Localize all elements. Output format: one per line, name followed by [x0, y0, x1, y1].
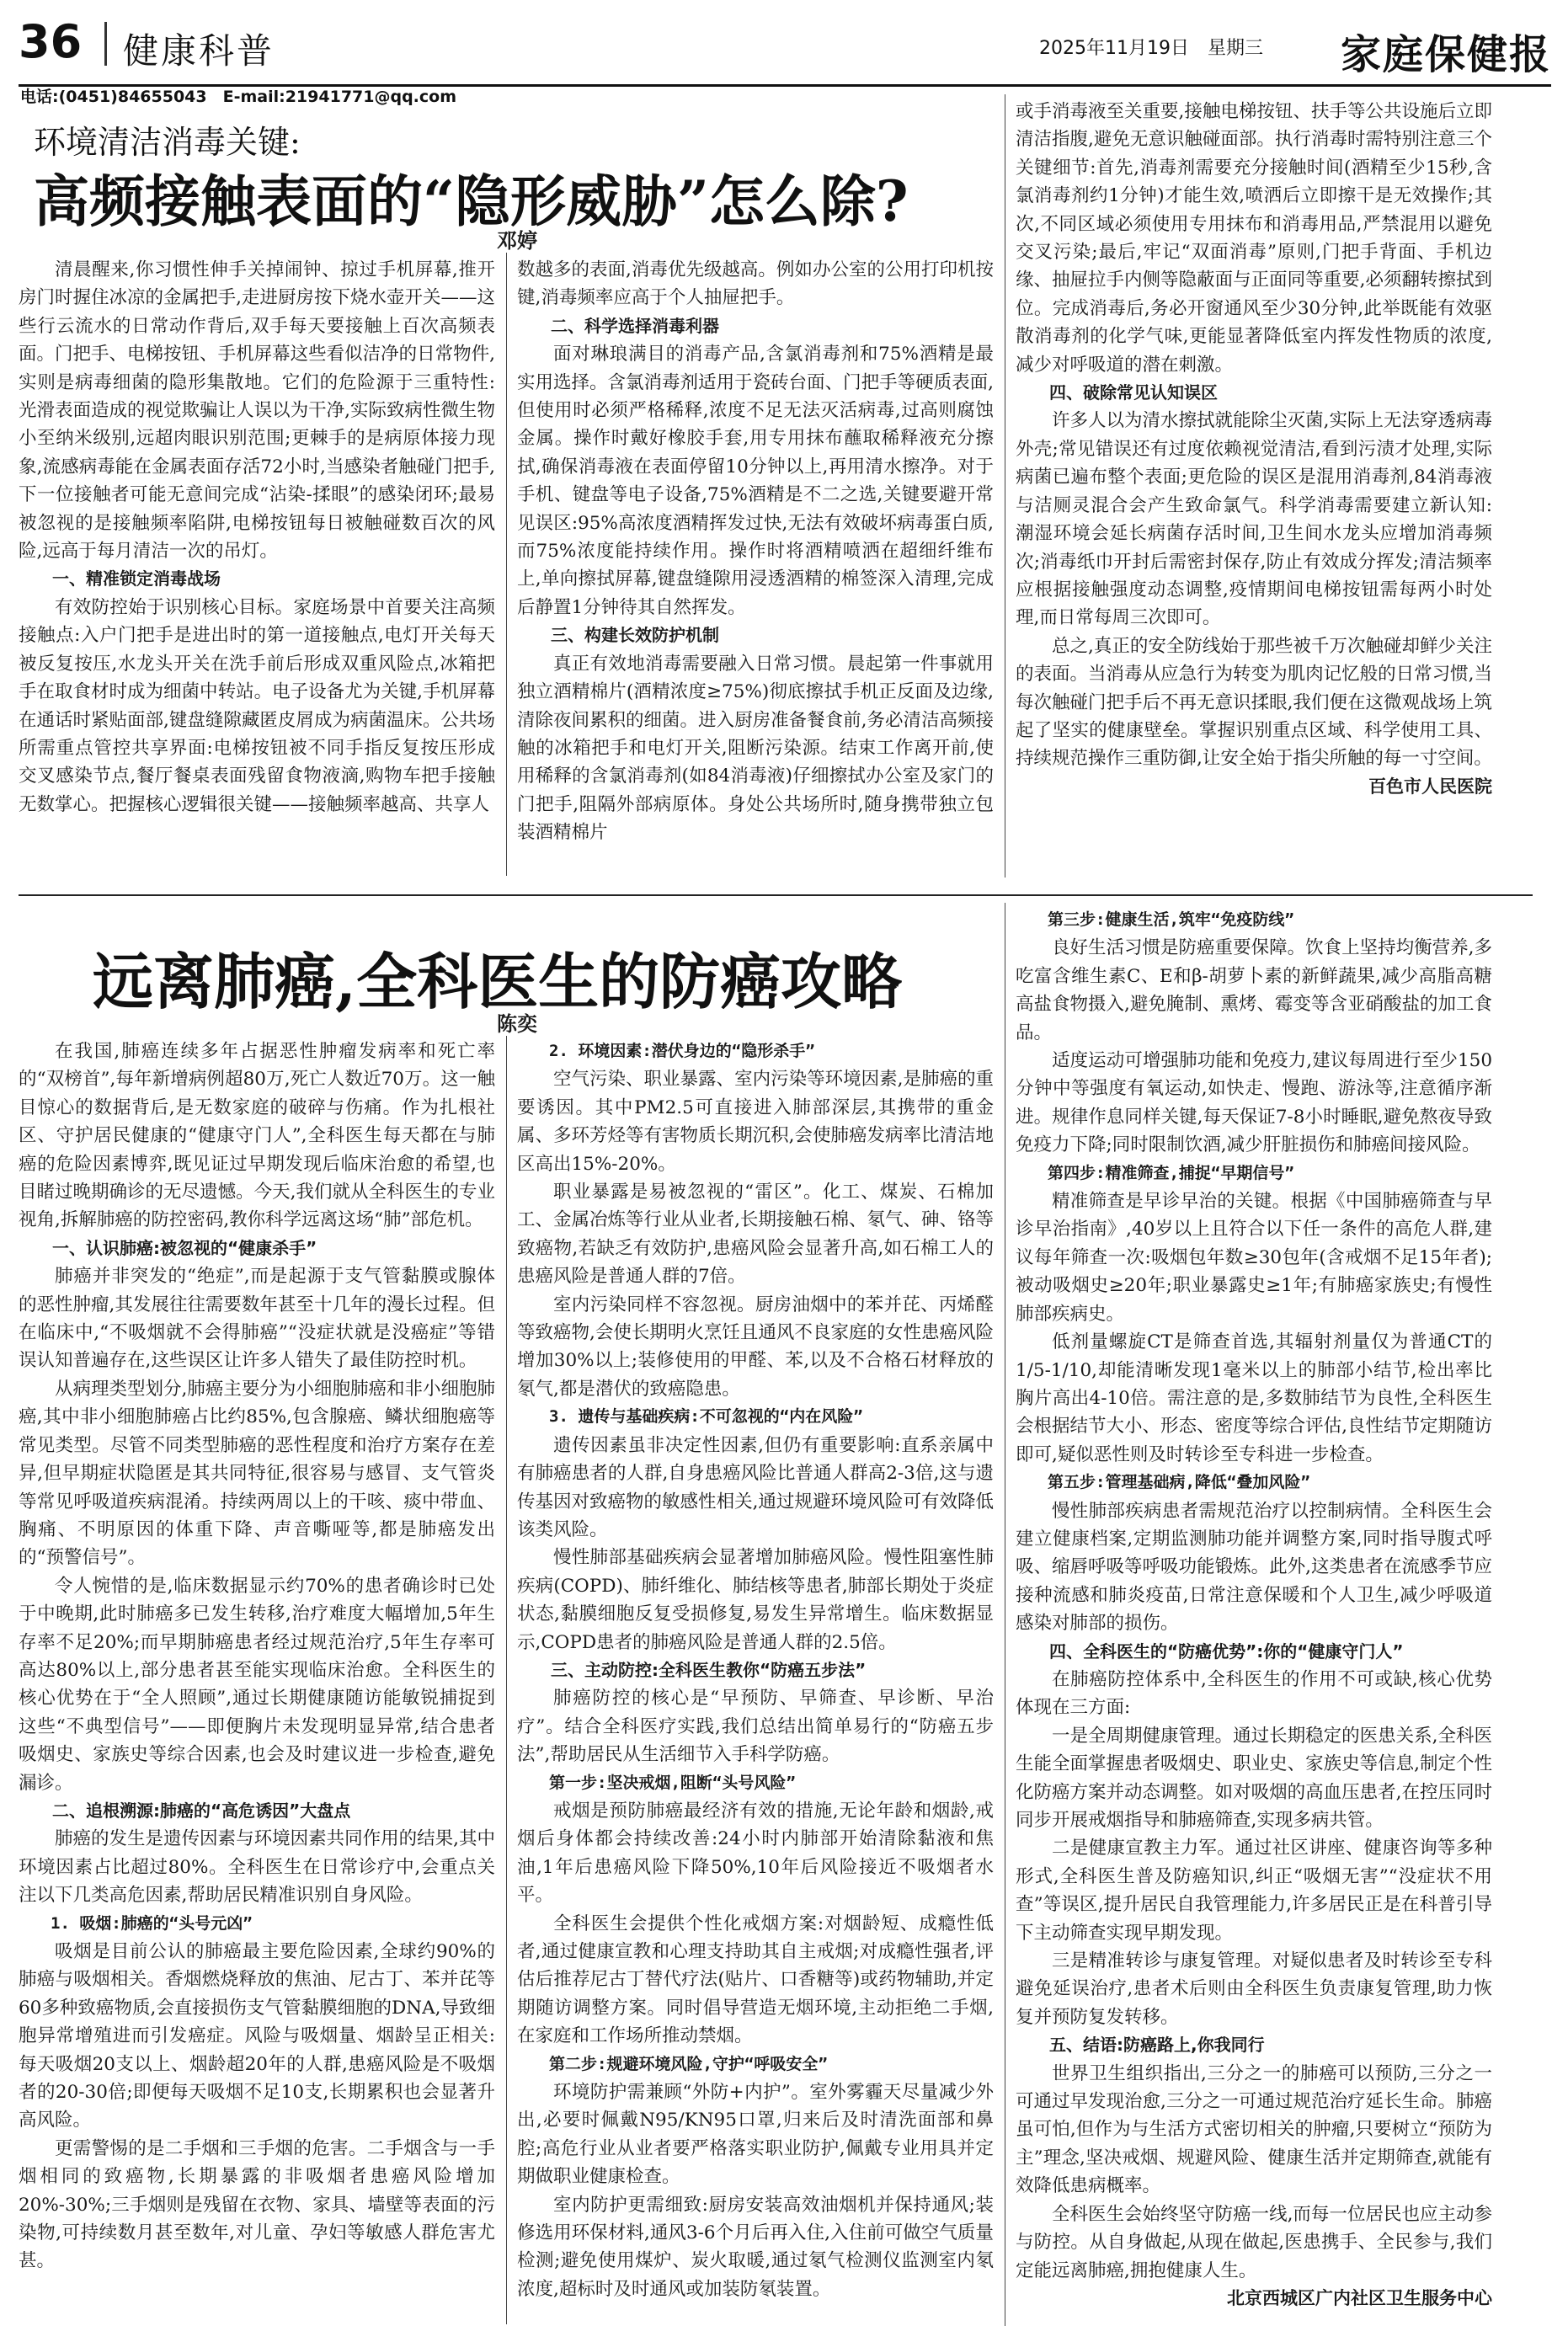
- author-affiliation: 百色市人民医院: [1368, 776, 1492, 797]
- column-divider: [506, 1036, 507, 2324]
- paragraph: 在肺癌防控体系中,全科医生的作用不可或缺,核心优势体现在三方面:: [1016, 1668, 1492, 1719]
- paragraph: 数越多的表面,消毒优先级越高。例如办公室的公用打印机按键,消毒频率应高于个人抽屉把手。: [517, 259, 994, 309]
- article1-title: 高频接触表面的“隐形威胁”怎么除?: [34, 168, 909, 234]
- paragraph: 全科医生会提供个性化戒烟方案:对烟龄短、成瘾性低者,通过健康宣教和心理支持助其自主戒烟;对成瘾性强者,评估后推荐尼古丁替代疗法(贴片、口香糖等)或药物辅助,并定期随访调整方案。同时倡导营造无烟环境,主动拒绝二手烟,在家庭和工作场所推动禁烟。: [517, 1913, 994, 2047]
- paragraph: 慢性肺部基础疾病会显著增加肺癌风险。慢性阻塞性肺疾病(COPD)、肺纤维化、肺结核等患者,肺部长期处于炎症状态,黏膜细胞反复受损修复,易发生异常增生。临床数据显示,COPD患者的肺癌风险是普通人群的2.5倍。: [517, 1547, 994, 1653]
- masthead: [19, 12, 1551, 77]
- article1-column-2: [517, 256, 994, 883]
- paragraph: 真正有效地消毒需要融入日常习惯。晨起第一件事就用独立酒精棉片(酒精浓度≥75%)彻底擦拭手机正反面及边缘,清除夜间累积的细菌。进入厨房准备餐食前,务必清洁高频接触的冰箱把手和电灯开关,阻断污染源。结束工作离开前,使用稀释的含氯消毒剂(如84消毒液)仔细擦拭办公室及家门的门把手,阻隔外部病原体。身处公共场所时,随身携带独立包装酒精棉片: [517, 653, 994, 844]
- paragraph: 或手消毒液至关重要,接触电梯按钮、扶手等公共设施后立即清洁指腹,避免无意识触碰面部。执行消毒时需特别注意三个关键细节:首先,消毒剂需要充分接触时间(酒精至少15秒,含氯消毒剂约1分钟)才能生效,喷洒后立即擦干是无效操作;其次,不同区域必须使用专用抹布和消毒用品,严禁混用以避免交叉污染;最后,牢记“双面消毒”原则,门把手背面、手机边缘、抽屉拉手内侧等隐蔽面与正面同等重要,必须翻转擦拭到位。完成消毒后,务必开窗通风至少30分钟,此举既能有效驱散消毒剂的化学气味,更能显著降低室内挥发性物质的浓度,减少对呼吸道的潜在刺激。: [1016, 101, 1492, 376]
- issue-date: 2025年11月19日 星期三: [1039, 38, 1263, 59]
- subsection-heading: 1. 吸烟:肺癌的“头号元凶”: [51, 1913, 253, 1933]
- paragraph: 更需警惕的是二手烟和三手烟的危害。二手烟含与一手烟相同的致癌物,长期暴露的非吸烟者患癌风险增加20%-30%;三手烟则是残留在衣物、家具、墙壁等表面的污染物,可持续数月甚至数年,对儿童、孕妇等敏感人群危害尤甚。: [19, 2137, 495, 2272]
- column-divider: [506, 253, 507, 876]
- paragraph: 全科医生会始终坚守防癌一线,而每一位居民也应主动参与防控。从自身做起,从现在做起,医患携手、全民参与,我们定能远离肺癌,拥抱健康人生。: [1016, 2203, 1492, 2281]
- article-separator: [19, 894, 1533, 896]
- paragraph: 精准筛查是早诊早治的关键。根据《中国肺癌筛查与早诊早治指南》,40岁以上且符合以下任一条件的高危人群,建议每年筛查一次:吸烟包年数≥30包年(含戒烟不足15年者);被动吸烟史≥20年;职业暴露史≥1年;有肺癌家族史;有慢性肺部疾病史。: [1016, 1191, 1492, 1325]
- paragraph: 良好生活习惯是防癌重要保障。饮食上坚持均衡营养,多吃富含维生素C、E和β-胡萝卜素的新鲜蔬果,减少高脂高糖高盐食物摄入,避免腌制、熏烤、霉变等含亚硝酸盐的加工食品。: [1016, 937, 1492, 1043]
- paragraph: 总之,真正的安全防线始于那些被千万次触碰却鲜少关注的表面。当消毒从应急行为转变为肌肉记忆般的日常习惯,当每次触碰门把手后不再无意识揉眼,我们便在这微观战场上筑起了坚实的健康壁垒。掌握识别重点区域、科学使用工具、持续规范操作三重防御,让安全始于指尖所触的每一寸空间。: [1016, 635, 1492, 770]
- author-affiliation: 北京西城区广内社区卫生服务中心: [1227, 2287, 1492, 2308]
- paragraph: 从病理类型划分,肺癌主要分为小细胞肺癌和非小细胞肺癌,其中非小细胞肺癌占比约85%,包含腺癌、鳞状细胞癌等常见类型。尽管不同类型肺癌的恶性程度和治疗方案存在差异,但早期症状隐匿是其共同特征,很容易与感冒、支气管炎等常见呼吸道疾病混淆。持续两周以上的干咳、痰中带血、胸痛、不明原因的体重下降、声音嘶哑等,都是肺癌发出的“预警信号”。: [19, 1378, 495, 1569]
- paragraph: 肺癌防控的核心是“早预防、早筛查、早诊断、早治疗”。结合全科医疗实践,我们总结出简单易行的“防癌五步法”,帮助居民从生活细节入手科学防癌。: [517, 1688, 994, 1766]
- article2-column-1: [19, 1038, 495, 2326]
- section-heading: 一、认识肺癌:被忽视的“健康杀手”: [52, 1237, 317, 1258]
- article1-column-3: [1016, 98, 1492, 881]
- subsection-heading: 2. 环境因素:潜伏身边的“隐形杀手”: [549, 1042, 815, 1060]
- masthead-divider: [104, 22, 107, 66]
- paragraph: 环境防护需兼顾“外防+内护”。室外雾霾天尽量减少外出,必要时佩戴N95/KN95口罩,归来后及时清洗面部和鼻腔;高危行业从业者要严格落实职业防护,佩戴专业用具并定期做职业健康检查。: [517, 2082, 994, 2188]
- paragraph: 适度运动可增强肺功能和免疫力,建议每周进行至少150分钟中等强度有氧运动,如快走、慢跑、游泳等,注意循序渐进。规律作息同样关键,每天保证7-8小时睡眠,避免熬夜导致免疫力下降;同时限制饮酒,减少肝脏损伤和肺癌间接风险。: [1016, 1050, 1492, 1156]
- article2-column-3: [1016, 906, 1492, 2329]
- section-heading: 四、全科医生的“防癌优势”:你的“健康守门人”: [1049, 1640, 1404, 1662]
- section-heading: 五、结语:防癌路上,你我同行: [1049, 2035, 1265, 2056]
- page-number: 36: [19, 15, 83, 68]
- subsection-heading: 3. 遗传与基础疾病:不可忽视的“内在风险”: [549, 1407, 863, 1427]
- paragraph: 吸烟是目前公认的肺癌最主要危险因素,全球约90%的肺癌与吸烟相关。香烟燃烧释放的焦油、尼古丁、苯并芘等60多种致癌物质,会直接损伤支气管黏膜细胞的DNA,导致细胞异常增殖进而引发癌症。风险与吸烟量、烟龄呈正相关:每天吸烟20支以上、烟龄超20年的人群,患癌风险是不吸烟者的20-30倍;即便每天吸烟不足10支,长期累积也会显著升高风险。: [19, 1941, 495, 2131]
- paragraph: 室内污染同样不容忽视。厨房油烟中的苯并芘、丙烯醛等致癌物,会使长期明火烹饪且通风不良家庭的女性患癌风险增加30%以上;装修使用的甲醛、苯,以及不合格石材释放的氡气,都是潜伏的致癌隐患。: [517, 1294, 994, 1400]
- section-heading: 二、科学选择消毒利器: [551, 315, 719, 336]
- section-name: 健康科普: [123, 30, 275, 72]
- paragraph: 有效防控始于识别核心目标。家庭场景中首要关注高频接触点:入户门把手是进出时的第一道接触点,电灯开关每天被反复按压,水龙头开关在洗手前后形成双重风险点,冰箱把手在取食材时成为细菌中转站。电子设备尤为关键,手机屏幕在通话时紧贴面部,键盘缝隙藏匿皮屑成为病菌温床。公共场所需重点管控共享界面:电梯按钮被不同手指反复按压形成交叉感染节点,餐厅餐桌表面残留食物液滴,购物车把手接触无数掌心。把握核心逻辑很关键——接触频率越高、共享人: [19, 596, 495, 815]
- paragraph: 戒烟是预防肺癌最经济有效的措施,无论年龄和烟龄,戒烟后身体都会持续改善:24小时内肺部开始清除黏液和焦油,1年后患癌风险下降50%,10年后风险接近不吸烟者水平。: [517, 1800, 994, 1907]
- paragraph: 空气污染、职业暴露、室内污染等环境因素,是肺癌的重要诱因。其中PM2.5可直接进入肺部深层,其携带的重金属、多环芳烃等有害物质长期沉积,会使肺癌发病率比清洁地区高出15%-20%。: [517, 1069, 994, 1175]
- article1-kicker: 环境清洁消毒关键:: [34, 124, 301, 161]
- subsection-heading: 第三步:健康生活,筑牢“免疫防线”: [1048, 910, 1294, 929]
- article2-title: 远离肺癌,全科医生的防癌攻略: [93, 946, 903, 1017]
- paragraph: 面对琳琅满目的消毒产品,含氯消毒剂和75%酒精是最实用选择。含氯消毒剂适用于瓷砖台面、门把手等硬质表面,但使用时必须严格稀释,浓度不足无法灭活病毒,过高则腐蚀金属。操作时戴好橡胶手套,用专用抹布蘸取稀释液充分擦拭,确保消毒液在表面停留10分钟以上,再用清水擦净。对于手机、键盘等电子设备,75%酒精是不二之选,关键要避开常见误区:95%高浓度酒精挥发过快,无法有效破坏病毒蛋白质,而75%浓度能持续作用。操作时将酒精喷洒在超细纤维布上,单向擦拭屏幕,键盘缝隙用浸透酒精的棉签深入清理,完成后静置1分钟待其自然挥发。: [517, 344, 994, 618]
- contact-line: 电话:(0451)84655043 E-mail:21941771@qq.com: [20, 88, 457, 106]
- article2-author: 陈奕: [497, 1012, 537, 1036]
- paragraph: 世界卫生组织指出,三分之一的肺癌可以预防,三分之一可通过早发现治愈,三分之一可通过规范治疗延长生命。肺癌虽可怕,但作为与生活方式密切相关的肿瘤,只要树立“预防为主”理念,坚决戒烟、规避风险、健康生活并定期筛查,就能有效降低患病概率。: [1016, 2062, 1492, 2197]
- subsection-heading: 第二步:规避环境风险,守护“呼吸安全”: [549, 2054, 828, 2073]
- section-heading: 三、主动防控:全科医生教你“防癌五步法”: [551, 1659, 867, 1680]
- article1-author: 邓婷: [497, 229, 537, 253]
- paragraph: 令人惋惜的是,临床数据显示约70%的患者确诊时已处于中晚期,此时肺癌多已发生转移,治疗难度大幅增加,5年生存率不足20%;而早期肺癌患者经过规范治疗,5年生存率可高达80%以上,部分患者甚至能实现临床治愈。全科医生的核心优势在于“全人照顾”,通过长期健康随访能敏锐捕捉到这些“不典型信号”——即便胸片未发现明显异常,结合患者吸烟史、家族史等综合因素,也会及时建议进一步检查,避免漏诊。: [19, 1575, 495, 1794]
- subsection-heading: 第五步:管理基础病,降低“叠加风险”: [1048, 1473, 1310, 1492]
- paragraph: 在我国,肺癌连续多年占据恶性肿瘤发病率和死亡率的“双榜首”,每年新增病例超80万,死亡人数近70万。这一触目惊心的数据背后,是无数家庭的破碎与伤痛。作为扎根社区、守护居民健康的“健康守门人”,全科医生每天都在与肺癌的危险因素博弈,既见证过早期发现后临床治愈的希望,也目睹过晚期确诊的无尽遗憾。今天,我们就从全科医生的专业视角,拆解肺癌的防控密码,教你科学远离这场“肺”部危机。: [19, 1041, 495, 1231]
- article2-column-2: [517, 1038, 994, 2326]
- subsection-heading: 第四步:精准筛查,捕捉“早期信号”: [1048, 1163, 1294, 1182]
- paragraph: 肺癌的发生是遗传因素与环境因素共同作用的结果,其中环境因素占比超过80%。全科医生在日常诊疗中,会重点关注以下几类高危因素,帮助居民精准识别自身风险。: [19, 1828, 495, 1907]
- paragraph: 慢性肺部疾病患者需规范治疗以控制病情。全科医生会建立健康档案,定期监测肺功能并调整方案,同时指导腹式呼吸、缩唇呼吸等呼吸功能锻炼。此外,这类患者在流感季节应接种流感和肺炎疫苗,日常注意保暖和个人卫生,减少呼吸道感染对肺部的损伤。: [1016, 1500, 1492, 1635]
- paragraph: 职业暴露是易被忽视的“雷区”。化工、煤炭、石棉加工、金属冶炼等行业从业者,长期接触石棉、氡气、砷、铬等致癌物,若缺乏有效防护,患癌风险会显著升高,如石棉工人的患癌风险是普通人群的7倍。: [517, 1182, 994, 1288]
- paragraph: 二是健康宣教主力军。通过社区讲座、健康咨询等多种形式,全科医生普及防癌知识,纠正“吸烟无害”“没症状不用查”等误区,提升居民自我管理能力,许多居民正是在科普引导下主动筛查实现早期发现。: [1016, 1838, 1492, 1944]
- article1-column-1: [19, 256, 495, 883]
- section-heading: 四、破除常见认知误区: [1049, 382, 1218, 403]
- paragraph: 许多人以为清水擦拭就能除尘灭菌,实际上无法穿透病毒外壳;常见错误还有过度依赖视觉清洁,看到污渍才处理,实际病菌已遍布整个表面;更危险的误区是混用消毒剂,84消毒液与洁厕灵混合会产生致命氯气。科学消毒需要建立新认知:潮湿环境会延长病菌存活时间,卫生间水龙头应增加消毒频次;消毒纸巾开封后需密封保存,防止有效成分挥发;清洁频率应根据接触强度动态调整,疫情期间电梯按钮需每两小时处理,而日常每周三次即可。: [1016, 410, 1492, 629]
- paragraph: 遗传因素虽非决定性因素,但仍有重要影响:直系亲属中有肺癌患者的人群,自身患癌风险比普通人群高2-3倍,这与遗传基因对致癌物的敏感性相关,通过规避环境风险可有效降低该类风险。: [517, 1434, 994, 1540]
- paragraph: 一是全周期健康管理。通过长期稳定的医患关系,全科医生能全面掌握患者吸烟史、职业史、家族史等信息,制定个性化防癌方案并动态调整。如对吸烟的高血压患者,在控压同时同步开展戒烟指导和肺癌筛查,实现多病共管。: [1016, 1725, 1492, 1831]
- paragraph: 室内防护更需细致:厨房安装高效油烟机并保持通风;装修选用环保材料,通风3-6个月后再入住,入住前可做空气质量检测;避免使用煤炉、炭火取暖,通过氡气检测仪监测室内氡浓度,超标时及时通风或加装防氡装置。: [517, 2194, 994, 2300]
- section-heading: 三、构建长效防护机制: [551, 625, 719, 646]
- subsection-heading: 第一步:坚决戒烟,阻断“头号风险”: [549, 1773, 796, 1792]
- paper-name: 家庭保健报: [1340, 31, 1551, 78]
- section-heading: 二、追根溯源:肺癌的“高危诱因”大盘点: [52, 1800, 351, 1821]
- paragraph: 肺癌并非突发的“绝症”,而是起源于支气管黏膜或腺体的恶性肿瘤,其发展往往需要数年甚至十几年的漫长过程。但在临床中,“不吸烟就不会得肺癌”“没症状就是没癌症”等错误认知普遍存在,这些误区让许多人错失了最佳防控时机。: [19, 1266, 495, 1372]
- section-heading: 一、精准锁定消毒战场: [52, 568, 221, 590]
- paragraph: 三是精准转诊与康复管理。对疑似患者及时转诊至专科避免延误治疗,患者术后则由全科医生负责康复管理,助力恢复并预防复发转移。: [1016, 1950, 1492, 2028]
- paragraph: 清晨醒来,你习惯性伸手关掉闹钟、掠过手机屏幕,推开房门时握住冰凉的金属把手,走进厨房按下烧水壶开关——这些行云流水的日常动作背后,双手每天要接触上百次高频表面。门把手、电梯按钮、手机屏幕这些看似洁净的日常物件,实则是病毒细菌的隐形集散地。它们的危险源于三重特性:光滑表面造成的视觉欺骗让人误以为干净,实际致病性微生物小至纳米级别,远超肉眼识别范围;更棘手的是病原体接力现象,流感病毒能在金属表面存活72小时,当感染者触碰门把手,下一位接触者可能无意间完成“沾染-揉眼”的感染闭环;最易被忽视的是接触频率陷阱,电梯按钮每日被触碰数百次的风险,远高于每月清洁一次的吊灯。: [19, 259, 495, 563]
- paragraph: 低剂量螺旋CT是筛查首选,其辐射剂量仅为普通CT的1/5-1/10,却能清晰发现1毫米以上的肺部小结节,检出率比胸片高出4-10倍。需注意的是,多数肺结节为良性,全科医生会根据结节大小、形态、密度等综合评估,良性结节定期随访即可,疑似恶性则及时转诊至专科进一步检查。: [1016, 1331, 1492, 1465]
